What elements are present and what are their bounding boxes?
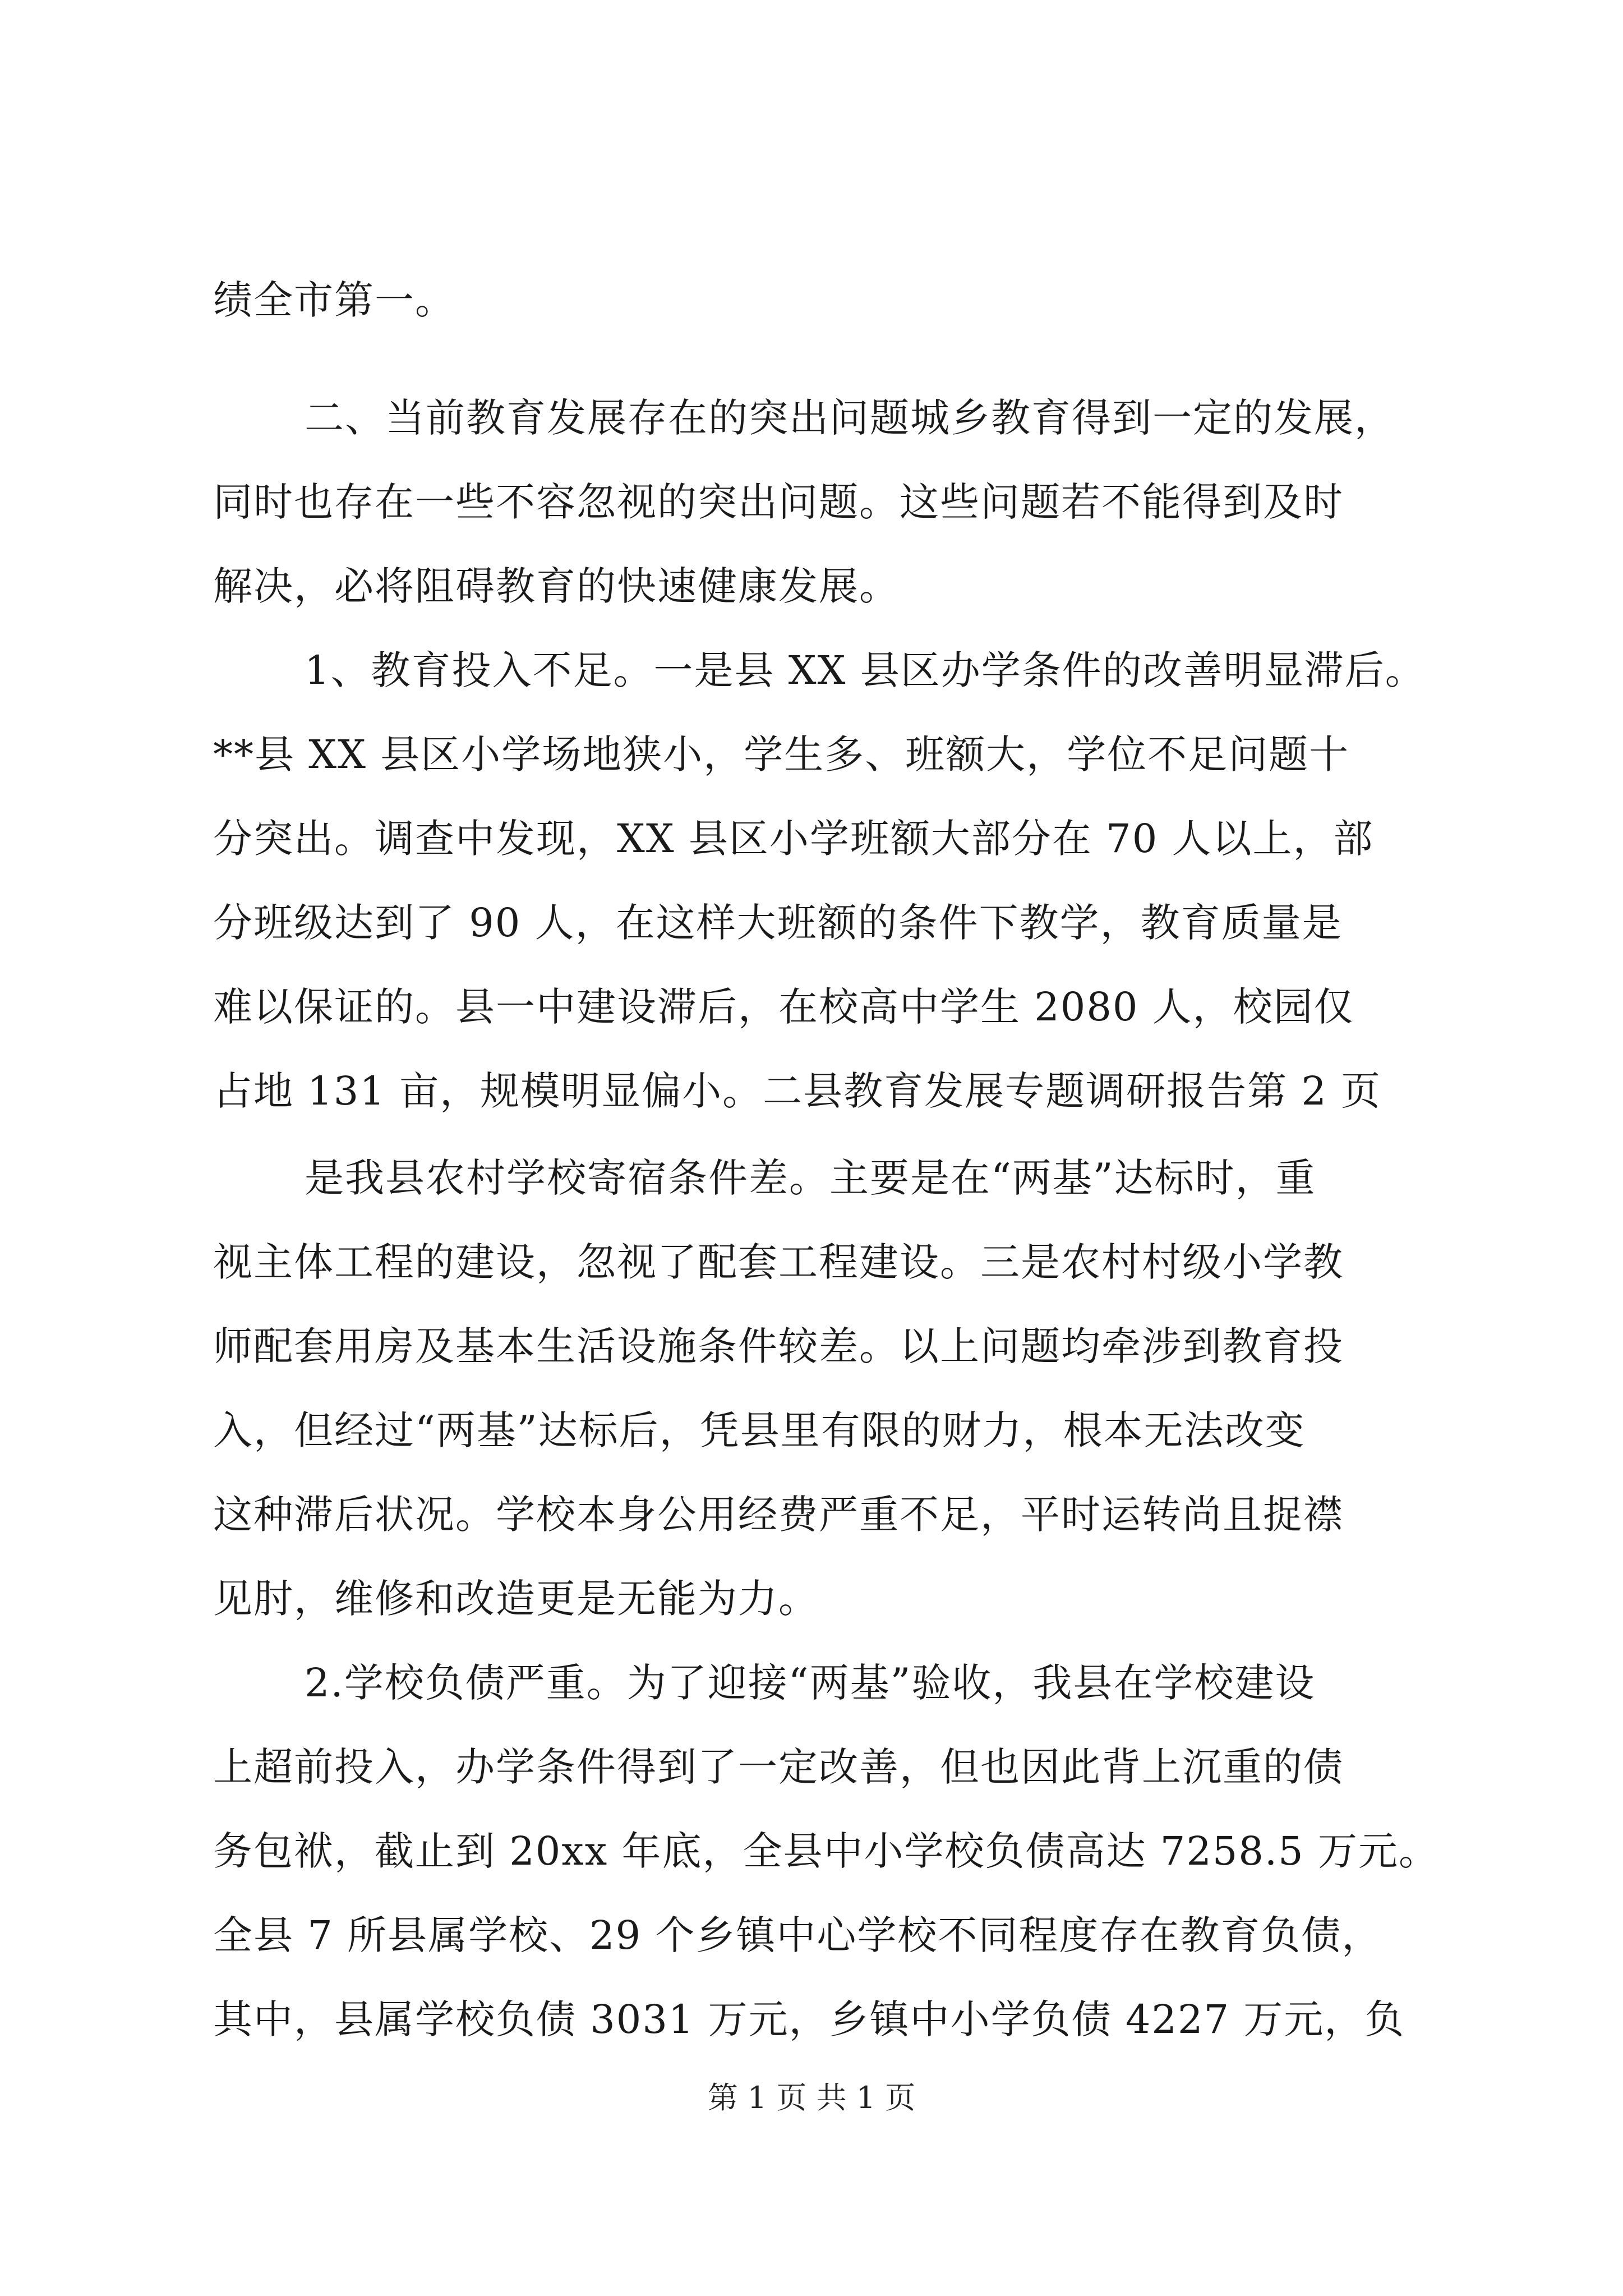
text-line: 师配套用房及基本生活设施条件较差。以上问题均牵涉到教育投 [213,1323,1344,1369]
text-line: 其中，县属学校负债 3031 万元，乡镇中小学负债 4227 万元，负 [213,1996,1405,2042]
text-line: 分突出。调查中发现，XX 县区小学班额大部分在 70 人以上，部 [213,816,1374,862]
text-line: 同时也存在一些不容忽视的突出问题。这些问题若不能得到及时 [213,479,1344,525]
text-line: 分班级达到了 90 人，在这样大班额的条件下教学，教育质量是 [213,900,1343,946]
text-line: 难以保证的。县一中建设滞后，在校高中学生 2080 人，校园仅 [213,984,1354,1030]
text-line: 见肘，维修和改造更是无能为力。 [213,1576,819,1622]
text-line: 绩全市第一。 [213,277,455,323]
text-line: 视主体工程的建设，忽视了配套工程建设。三是农村村级小学教 [213,1239,1344,1285]
text-line: 上超前投入，办学条件得到了一定改善，但也因此背上沉重的债 [213,1744,1344,1790]
section-heading-line: 二、当前教育发展存在的突出问题城乡教育得到一定的发展， [305,395,1395,441]
paragraph-first-line: 1、教育投入不足。一是县 XX 县区办学条件的改善明显滞后。 [305,647,1426,693]
text-line: 全县 7 所县属学校、29 个乡镇中心学校不同程度存在教育负债， [213,1912,1382,1958]
text-line: **县 XX 县区小学场地狭小，学生多、班额大，学位不足问题十 [213,731,1350,777]
text-line: 解决，必将阻碍教育的快速健康发展。 [213,563,900,609]
paragraph-first-line: 2.学校负债严重。为了迎接“两基”验收，我县在学校建设 [305,1660,1316,1706]
text-line: 这种滞后状况。学校本身公用经费严重不足，平时运转尚且捉襟 [213,1492,1344,1538]
text-line: 入，但经过“两基”达标后，凭县里有限的财力，根本无法改变 [213,1407,1306,1453]
page-footer: 第 1 页 共 1 页 [707,2080,916,2115]
paragraph-first-line: 是我县农村学校寄宿条件差。主要是在“两基”达标时，重 [305,1155,1316,1201]
text-line: 务包袱，截止到 20xx 年底，全县中小学校负债高达 7258.5 万元。 [213,1828,1439,1874]
text-line: 占地 131 亩，规模明显偏小。二县教育发展专题调研报告第 2 页 [213,1068,1382,1114]
